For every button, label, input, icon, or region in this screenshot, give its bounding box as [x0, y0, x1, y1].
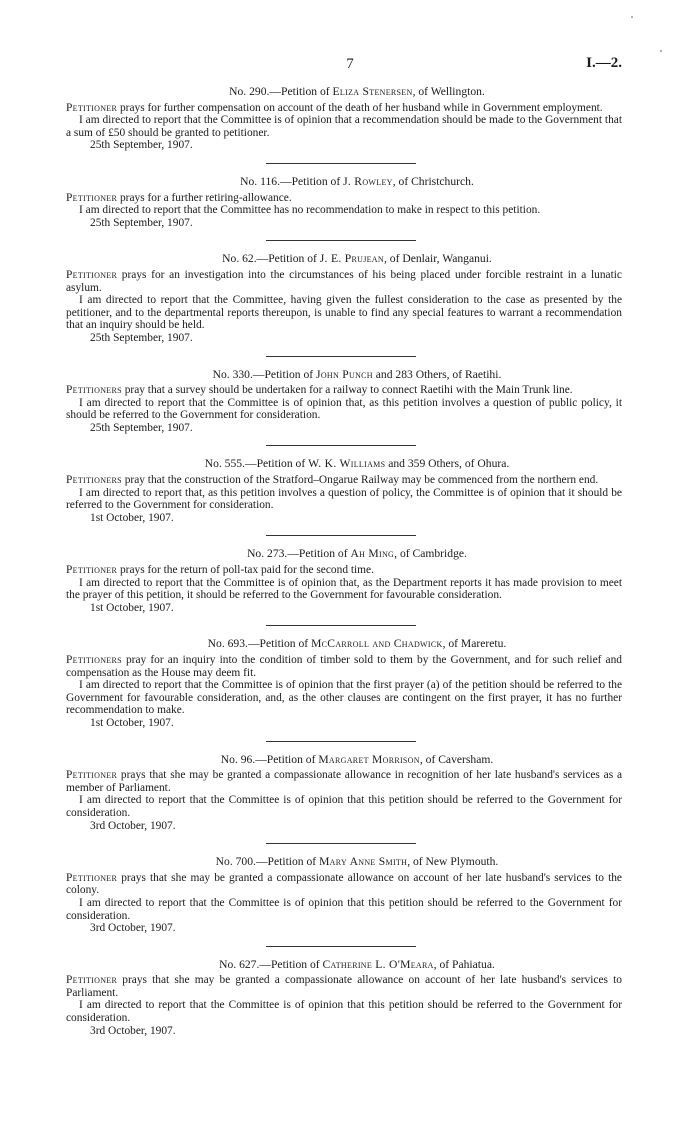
- petition-heading: [66, 638, 622, 651]
- petition-heading: [66, 856, 622, 869]
- petitioner-name: W. K. Williams: [308, 457, 386, 471]
- report-date: 1st October, 1907.: [90, 716, 174, 729]
- petition-number: No. 116.: [240, 174, 280, 188]
- petition-of-label: —Petition of: [287, 547, 351, 561]
- committee-report: I am directed to report that the Committee is of opinion that this petition should be referred to the Government for consideration.: [66, 999, 622, 1025]
- petition-heading: [66, 176, 622, 189]
- prayer-text: prays for further compensation on account of the death of her husband while in Government employment.: [117, 101, 603, 114]
- committee-report: I am directed to report that the Committee has no recommendation to make in respect to this petition.: [79, 204, 541, 217]
- petition-of-label: —Petition of: [279, 174, 344, 188]
- prayer-text: pray that a survey should be undertaken for a railway to connect Raetihi with the Main Trunk line.: [121, 384, 573, 397]
- petition-number: No. 555.: [204, 457, 245, 471]
- petition-entry: [66, 86, 622, 152]
- committee-report: I am directed to report that the Committee is of opinion that the first prayer (a) of the petition should be referred to the Government for favourable consideration, and, as the other clauses are contingent on the first prayer, it has no further recommendation to make.: [66, 679, 622, 717]
- petition-prayer: [66, 192, 622, 205]
- petition-of-label: —Petition of: [252, 367, 317, 381]
- petition-entry: [66, 369, 622, 435]
- petition-number: No. 273.: [247, 547, 288, 561]
- petition-of-label: —Petition of: [255, 855, 320, 869]
- prayer-text: prays for a further retiring-allowance.: [117, 191, 292, 204]
- petition-entry: [66, 638, 622, 729]
- petitioner-location: , of Pahiatua.: [433, 957, 495, 971]
- petition-prayer: [66, 474, 622, 487]
- petition-heading: [66, 959, 622, 972]
- petition-number: No. 96.: [220, 752, 256, 766]
- committee-report: I am directed to report that the Committee is of opinion that this petition should be referred to the Government for consideration.: [66, 896, 622, 922]
- petitioner-name: Catherine L. O'Meara: [322, 957, 434, 971]
- committee-report: I am directed to report that the Committee is of opinion that, as the Department reports it has made provision to meet the prayer of this petition, it should be referred to the Government for favourable consideration.: [66, 576, 622, 602]
- prayer-lead: Petitioner: [66, 268, 118, 281]
- prayer-lead: Petitioner: [66, 191, 118, 204]
- prayer-lead: Petitioner: [66, 871, 118, 884]
- section-divider: [266, 625, 416, 626]
- petition-number: No. 693.: [207, 637, 248, 651]
- prayer-text: prays for an investigation into the circumstances of his being placed under forcible restraint in a lunatic asylum.: [66, 268, 622, 294]
- petition-of-label: —Petition of: [269, 85, 333, 98]
- petition-heading: [66, 369, 622, 382]
- petition-number: No. 627.: [219, 957, 260, 971]
- committee-report: I am directed to report that the Committee is of opinion that a recommendation should be made to the Government that a sum of £50 should be granted to petitioner.: [66, 114, 622, 139]
- prayer-lead: Petitioners: [66, 654, 122, 666]
- petitioner-location: , of Mareretu.: [442, 637, 507, 651]
- report-date: 3rd October, 1907.: [90, 922, 176, 935]
- petitioner-name: John Punch: [316, 367, 373, 381]
- petitioner-location: , of Christchurch.: [392, 174, 474, 188]
- petition-prayer: [66, 769, 622, 794]
- petition-of-label: —Petition of: [255, 752, 319, 766]
- petitioner-name: J. Rowley: [343, 174, 393, 188]
- petition-entry: [66, 548, 622, 614]
- petition-entry: [66, 754, 622, 833]
- petitioner-name: Eliza Stenersen: [332, 85, 413, 98]
- prayer-lead: Petitioners: [66, 384, 122, 397]
- petition-of-label: —Petition of: [244, 457, 309, 471]
- petition-heading: [66, 253, 622, 266]
- report-date: 3rd October, 1907.: [90, 819, 176, 832]
- petitioner-location: , of Wellington.: [412, 85, 485, 98]
- report-date: 1st October, 1907.: [90, 511, 174, 524]
- paper-speck: [631, 16, 633, 18]
- section-divider: [266, 356, 416, 357]
- petition-prayer: [66, 384, 622, 397]
- petition-prayer: [66, 269, 622, 294]
- petition-prayer: [66, 872, 622, 897]
- petitioner-location: , of Cambridge.: [394, 547, 467, 561]
- prayer-lead: Petitioner: [66, 101, 118, 114]
- petition-heading: [66, 86, 622, 99]
- page-number: 7: [346, 56, 354, 72]
- report-date: 25th September, 1907.: [90, 139, 193, 152]
- section-divider: [266, 163, 416, 164]
- petitioner-location: and 359 Others, of Ohura.: [385, 457, 510, 471]
- petition-entry: [66, 458, 622, 524]
- prayer-text: pray that the construction of the Stratford–Ongarue Railway may be commenced from the northern end.: [121, 474, 599, 487]
- petition-heading: [66, 754, 622, 767]
- petitioner-location: , of New Plymouth.: [407, 855, 499, 869]
- section-divider: [266, 843, 416, 844]
- petition-number: No. 330.: [212, 367, 253, 381]
- report-date: 25th September, 1907.: [90, 216, 193, 229]
- prayer-lead: Petitioners: [66, 474, 122, 487]
- petition-prayer: [66, 564, 622, 577]
- petition-entry: [66, 856, 622, 935]
- petition-entry: [66, 253, 622, 344]
- petition-of-label: —Petition of: [247, 637, 312, 651]
- paper-speck: [660, 50, 662, 52]
- petition-number: No. 290.: [229, 85, 270, 98]
- petition-entry: [66, 176, 622, 229]
- petition-heading: [66, 458, 622, 471]
- prayer-lead: Petitioner: [66, 769, 118, 782]
- committee-report: I am directed to report that, as this petition involves a question of policy, the Committee is of opinion that it should be referred to the Government for consideration.: [66, 486, 622, 512]
- petitioner-name: Mary Anne Smith: [319, 855, 408, 869]
- petition-prayer: [66, 974, 622, 999]
- committee-report: I am directed to report that the Committee is of opinion that, as this petition involves a question of public policy, it should be referred to the Government for consideration.: [66, 396, 622, 422]
- report-date: 1st October, 1907.: [90, 601, 174, 614]
- report-date: 3rd October, 1907.: [90, 1024, 176, 1037]
- section-divider: [266, 946, 416, 947]
- prayer-text: pray for an inquiry into the condition of timber sold to them by the Government, and for such relief and compensation as the House may deem fit.: [66, 654, 622, 679]
- petition-heading: [66, 548, 622, 561]
- petitioner-name: J. E. Prujean: [319, 252, 384, 266]
- report-date: 25th September, 1907.: [90, 331, 193, 344]
- prayer-lead: Petitioner: [66, 564, 118, 577]
- petition-of-label: —Petition of: [259, 957, 323, 971]
- section-divider: [266, 240, 416, 241]
- petition-prayer: [66, 102, 622, 115]
- petition-prayer: [66, 654, 622, 679]
- petition-number: No. 700.: [215, 855, 256, 869]
- petitioner-location: and 283 Others, of Raetihi.: [372, 367, 502, 381]
- petition-number: No. 62.: [222, 252, 257, 266]
- petition-entry: [66, 959, 622, 1038]
- petitioner-name: McCarroll and Chadwick: [311, 637, 443, 651]
- prayer-text: prays for the return of poll-tax paid for the second time.: [117, 564, 374, 577]
- petitioner-location: , of Denlair, Wanganui.: [383, 252, 492, 266]
- prayer-text: prays that she may be granted a compassionate allowance in recognition of her late husband's services as a member of Parliament.: [66, 769, 622, 794]
- petitions-list: [66, 86, 622, 1037]
- petitioner-location: , of Caversham.: [419, 752, 494, 766]
- petition-of-label: —Petition of: [256, 252, 320, 266]
- section-divider: [266, 741, 416, 742]
- petitioner-name: Ah Ming: [350, 547, 395, 561]
- petitioner-name: Margaret Morrison: [318, 752, 420, 766]
- prayer-text: prays that she may be granted a compassionate allowance on account of her late husband's services to the colony.: [66, 871, 622, 897]
- report-date: 25th September, 1907.: [90, 421, 193, 434]
- committee-report: I am directed to report that the Committee, having given the fullest consideration to the case as presented by the petitioner, and to the departmental reports thereupon, is unable to find any special features to warrant a recommendation that an inquiry should be held.: [66, 294, 622, 332]
- prayer-text: prays that she may be granted a compassionate allowance on account of her late husband's services to Parliament.: [66, 974, 622, 999]
- prayer-lead: Petitioner: [66, 974, 118, 987]
- document-reference: I.—2.: [586, 55, 622, 71]
- committee-report: I am directed to report that the Committee is of opinion that this petition should be referred to the Government for consideration.: [66, 794, 622, 819]
- section-divider: [266, 535, 416, 536]
- section-divider: [266, 445, 416, 446]
